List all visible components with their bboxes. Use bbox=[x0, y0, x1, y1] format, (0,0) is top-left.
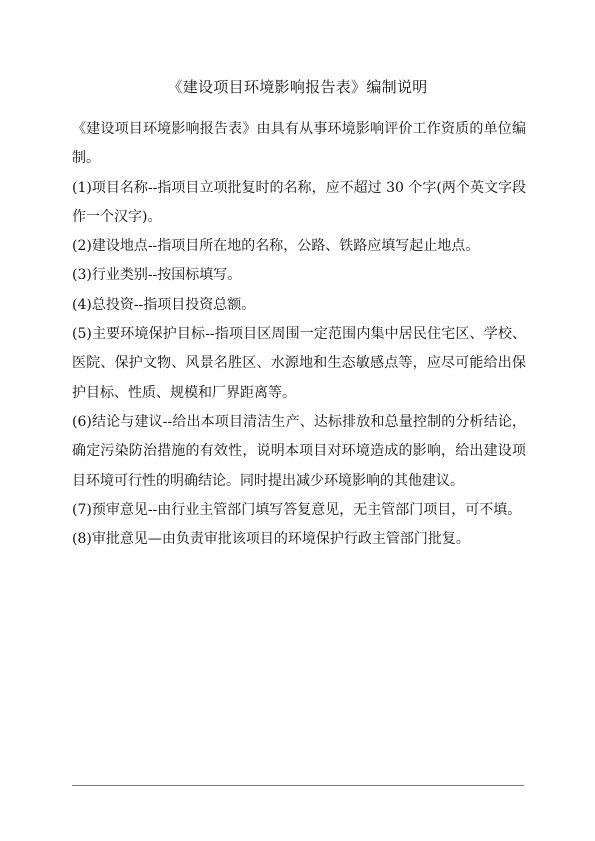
item-total-investment: (4)总投资--指项目投资总额。 bbox=[72, 296, 256, 313]
item-construction-location: (2)建设地点--指项目所在地的名称，公路、铁路应填写起止地点。 bbox=[72, 238, 480, 255]
item-preliminary-review: (7)预审意见--由行业主管部门填写答复意见，无主管部门项目，可不填。 bbox=[72, 501, 522, 518]
item-approval-opinion: (8)审批意见—由负责审批该项目的环境保护行政主管部门批复。 bbox=[72, 531, 470, 548]
intro-paragraph: 《建设项目环境影响报告表》由具有从事环境影响评价工作资质的单位编制。 bbox=[72, 121, 526, 167]
item-project-name: (1)项目名称--指项目立项批复时的名称，应不超过 30 个字(两个英文字段作一个汉字)。 bbox=[72, 179, 526, 225]
page-title: 《建设项目环境影响报告表》编制说明 bbox=[167, 78, 428, 96]
item-conclusions: (6)结论与建议--给出本项目清洁生产、达标排放和总量控制的分析结论，确定污染防治措施的有效性，说明本项目对环境造成的影响，给出建设项目环境可行性的明确结论。同时提出减少环境影响的其他建议。 bbox=[72, 413, 526, 489]
item-industry-category: (3)行业类别--按国标填写。 bbox=[72, 267, 242, 284]
footer-divider bbox=[72, 785, 524, 786]
item-protection-targets: (5)主要环境保护目标--指项目区周围一定范围内集中居民住宅区、学校、医院、保护文物、风景名胜区、水源地和生态敏感点等，应尽可能给出保护目标、性质、规模和厂界距离等。 bbox=[72, 326, 526, 401]
instructions-body bbox=[72, 115, 526, 554]
